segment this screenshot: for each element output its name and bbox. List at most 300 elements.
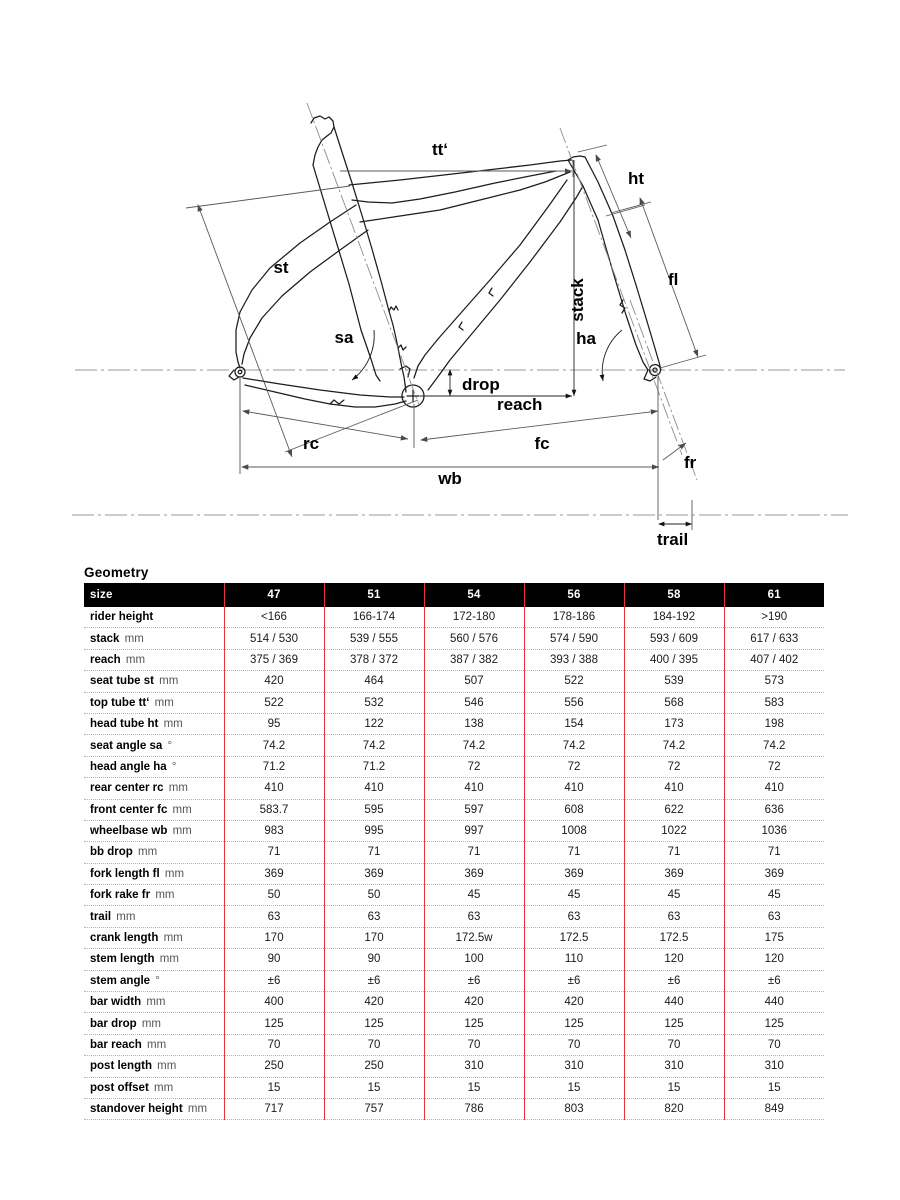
geometry-table-body <box>84 607 824 1120</box>
table-cell: 70 <box>424 1034 524 1055</box>
arc-head-angle <box>602 330 622 381</box>
row-label-code: st <box>143 675 154 688</box>
row-label-name: reach <box>90 653 121 666</box>
row-label-name: rider height <box>90 611 154 624</box>
table-cell: 568 <box>624 692 724 713</box>
table-cell: 125 <box>724 1013 824 1034</box>
table-cell: 546 <box>424 692 524 713</box>
label-seat-tube: st <box>273 258 289 277</box>
dimline-head-tube <box>596 155 631 238</box>
row-label-unit: mm <box>154 696 174 709</box>
table-cell: 63 <box>524 906 624 927</box>
table-cell: 74.2 <box>624 735 724 756</box>
table-cell: 15 <box>224 1077 324 1098</box>
ext-fl-bottom <box>660 355 706 368</box>
table-cell: 369 <box>424 863 524 884</box>
row-label-unit: mm <box>164 867 185 880</box>
table-cell: 90 <box>324 949 424 970</box>
table-cell: 820 <box>624 1098 724 1119</box>
table-cell: 539 / 555 <box>324 628 424 649</box>
frame-outline <box>229 116 661 407</box>
row-label-name: front center <box>90 803 154 816</box>
table-cell: 786 <box>424 1098 524 1119</box>
table-cell: 45 <box>724 885 824 906</box>
table-cell: 387 / 382 <box>424 649 524 670</box>
row-label <box>84 949 224 970</box>
table-cell: 178-186 <box>524 607 624 628</box>
table-cell: 717 <box>224 1098 324 1119</box>
top-tube-lower <box>360 172 570 222</box>
table-cell: >190 <box>724 607 824 628</box>
table-row <box>84 970 824 991</box>
row-label-unit: mm <box>116 910 136 923</box>
table-cell: 120 <box>724 949 824 970</box>
table-cell: 172.5 <box>624 927 724 948</box>
table-cell: 154 <box>524 713 624 734</box>
table-cell: 573 <box>724 671 824 692</box>
row-label <box>84 735 224 756</box>
table-cell: 70 <box>724 1034 824 1055</box>
row-label-unit: ° <box>167 739 173 752</box>
table-cell: 95 <box>224 713 324 734</box>
table-cell: 583 <box>724 692 824 713</box>
table-cell: 310 <box>624 1056 724 1077</box>
seatpost-head <box>311 116 334 165</box>
row-label-name: post offset <box>90 1081 149 1094</box>
row-label-code: rc <box>152 782 164 795</box>
down-tube-detail-a <box>489 288 493 296</box>
table-cell: 63 <box>324 906 424 927</box>
table-cell: 71 <box>324 842 424 863</box>
table-cell: <166 <box>224 607 324 628</box>
table-cell: ±6 <box>424 970 524 991</box>
seat-clamp-detail <box>389 306 398 311</box>
table-row <box>84 1098 824 1119</box>
table-row <box>84 820 824 841</box>
row-label-name: fork length <box>90 867 150 880</box>
table-row <box>84 671 824 692</box>
table-cell: 70 <box>224 1034 324 1055</box>
table-cell: 173 <box>624 713 724 734</box>
table-cell: 400 <box>224 992 324 1013</box>
row-label <box>84 1056 224 1077</box>
table-row <box>84 713 824 734</box>
label-trail: trail <box>657 530 689 549</box>
table-cell: 72 <box>724 756 824 777</box>
table-cell: 560 / 576 <box>424 628 524 649</box>
table-cell: 983 <box>224 820 324 841</box>
table-cell: 172-180 <box>424 607 524 628</box>
row-label-code: fr <box>141 889 151 902</box>
table-cell: 50 <box>324 885 424 906</box>
row-label-unit: mm <box>157 1060 177 1073</box>
table-cell: 70 <box>624 1034 724 1055</box>
table-cell: 622 <box>624 799 724 820</box>
table-cell: 172.5 <box>524 927 624 948</box>
row-label <box>84 820 224 841</box>
label-rear-center: rc <box>302 434 320 453</box>
table-cell: 378 / 372 <box>324 649 424 670</box>
row-label <box>84 778 224 799</box>
table-cell: 72 <box>424 756 524 777</box>
row-label-name: bar width <box>90 996 142 1009</box>
label-fork-rake: fr <box>684 453 697 472</box>
table-cell: 184-192 <box>624 607 724 628</box>
table-cell: 15 <box>524 1077 624 1098</box>
table-row <box>84 927 824 948</box>
table-cell: ±6 <box>724 970 824 991</box>
table-cell: 369 <box>224 863 324 884</box>
label-stack: stack <box>568 278 587 322</box>
label-seat-angle: sa <box>334 328 354 347</box>
rear-dropout-tab <box>229 370 239 380</box>
table-cell: 45 <box>624 885 724 906</box>
table-cell: 574 / 590 <box>524 628 624 649</box>
table-cell: 122 <box>324 713 424 734</box>
table-cell: 420 <box>324 992 424 1013</box>
table-cell: 410 <box>224 778 324 799</box>
table-cell: 410 <box>624 778 724 799</box>
axis-lines <box>72 370 848 515</box>
row-label-code: fl <box>152 867 160 880</box>
row-label <box>84 1013 224 1034</box>
table-row <box>84 1034 824 1055</box>
table-cell: 410 <box>524 778 624 799</box>
table-cell: 50 <box>224 885 324 906</box>
row-label-name: stem length <box>90 953 155 966</box>
table-cell: 71 <box>224 842 324 863</box>
row-label-code: sa <box>149 739 163 752</box>
table-cell: 369 <box>524 863 624 884</box>
table-cell: 514 / 530 <box>224 628 324 649</box>
table-row <box>84 842 824 863</box>
table-cell: 440 <box>724 992 824 1013</box>
row-label-name: trail <box>90 910 112 923</box>
table-cell: 172.5w <box>424 927 524 948</box>
table-cell: 410 <box>324 778 424 799</box>
table-cell: 617 / 633 <box>724 628 824 649</box>
down-tube-upper <box>414 180 567 378</box>
table-cell: 63 <box>224 906 324 927</box>
row-label <box>84 607 224 628</box>
row-label-unit: mm <box>125 653 146 666</box>
row-label-name: fork rake <box>90 889 139 902</box>
header-size-54: 54 <box>424 583 524 607</box>
table-row <box>84 756 824 777</box>
table-cell: 90 <box>224 949 324 970</box>
down-tube-detail-b <box>459 322 463 330</box>
row-label-unit: mm <box>163 718 183 731</box>
row-label-name: head tube <box>90 718 145 731</box>
table-row <box>84 649 824 670</box>
table-cell: 608 <box>524 799 624 820</box>
label-bb-drop: drop <box>462 375 500 394</box>
table-row <box>84 863 824 884</box>
row-label-name: stem angle <box>90 974 151 987</box>
table-cell: 400 / 395 <box>624 649 724 670</box>
table-cell: 997 <box>424 820 524 841</box>
dimline-seat-tube <box>198 205 292 457</box>
geometry-table-head <box>84 583 824 607</box>
table-cell: ±6 <box>524 970 624 991</box>
label-front-center: fc <box>534 434 550 453</box>
table-cell: 74.2 <box>724 735 824 756</box>
ext-ht-bottom <box>606 205 645 216</box>
label-reach: reach <box>497 395 543 414</box>
table-row <box>84 607 824 628</box>
table-cell: 125 <box>524 1013 624 1034</box>
table-cell: 440 <box>624 992 724 1013</box>
table-cell: 410 <box>724 778 824 799</box>
table-cell: 1036 <box>724 820 824 841</box>
table-cell: 170 <box>324 927 424 948</box>
row-label-name: seat tube <box>90 675 141 688</box>
row-label-name: wheelbase <box>90 825 149 838</box>
seat-stay-upper <box>236 205 356 330</box>
row-label-name: top tube <box>90 696 136 709</box>
table-cell: 369 <box>624 863 724 884</box>
row-label-unit: mm <box>124 632 144 645</box>
dimline-rear-center <box>243 411 408 439</box>
ext-ht-top <box>578 145 607 152</box>
label-head-angle: ha <box>576 329 596 348</box>
table-cell: 369 <box>724 863 824 884</box>
row-label-unit: mm <box>138 846 158 859</box>
table-cell: 138 <box>424 713 524 734</box>
geometry-table-wrapper <box>84 583 824 1120</box>
table-cell: 71 <box>524 842 624 863</box>
seat-stay-end <box>236 330 240 368</box>
table-cell: 849 <box>724 1098 824 1119</box>
row-label-unit: ° <box>171 760 177 773</box>
label-head-tube: ht <box>628 169 645 188</box>
table-row <box>84 1056 824 1077</box>
table-row <box>84 628 824 649</box>
header-size-58: 58 <box>624 583 724 607</box>
table-cell: 507 <box>424 671 524 692</box>
row-label-name: head angle <box>90 760 151 773</box>
table-cell: 15 <box>324 1077 424 1098</box>
header-size-47: 47 <box>224 583 324 607</box>
frame-geometry-diagram <box>0 0 900 560</box>
geometry-title: Geometry <box>84 565 149 580</box>
table-cell: 175 <box>724 927 824 948</box>
table-cell: 71 <box>624 842 724 863</box>
table-cell: 70 <box>324 1034 424 1055</box>
top-tube-inner <box>352 171 556 203</box>
table-cell: 74.2 <box>424 735 524 756</box>
row-label-unit: mm <box>155 889 175 902</box>
row-label-name: rear center <box>90 782 150 795</box>
row-label-code: fc <box>157 803 168 816</box>
row-label-name: bar reach <box>90 1039 142 1051</box>
table-cell: 120 <box>624 949 724 970</box>
row-label <box>84 1034 224 1055</box>
rear-axle <box>238 370 242 374</box>
table-cell: 369 <box>324 863 424 884</box>
row-label-name: seat angle <box>90 739 147 752</box>
table-cell: 125 <box>424 1013 524 1034</box>
table-row <box>84 799 824 820</box>
head-tube-left <box>568 160 598 220</box>
row-label <box>84 885 224 906</box>
header-size-56: 56 <box>524 583 624 607</box>
row-label <box>84 842 224 863</box>
row-label <box>84 927 224 948</box>
table-cell: 74.2 <box>224 735 324 756</box>
table-cell: 166-174 <box>324 607 424 628</box>
row-label <box>84 713 224 734</box>
table-cell: 803 <box>524 1098 624 1119</box>
table-cell: 74.2 <box>524 735 624 756</box>
row-label <box>84 906 224 927</box>
dimline-fork-rake <box>663 443 686 460</box>
label-fork-length: fl <box>668 270 679 289</box>
chain-stay-detail <box>330 400 344 404</box>
row-label <box>84 756 224 777</box>
row-label-name: crank length <box>90 932 159 945</box>
table-cell: 995 <box>324 820 424 841</box>
table-cell: 250 <box>224 1056 324 1077</box>
table-row <box>84 949 824 970</box>
table-cell: 636 <box>724 799 824 820</box>
table-cell: 310 <box>724 1056 824 1077</box>
table-cell: 71.2 <box>324 756 424 777</box>
table-cell: 420 <box>424 992 524 1013</box>
seat-tube-centerline <box>307 103 419 405</box>
row-label-unit: mm <box>187 1103 208 1116</box>
table-cell: 125 <box>324 1013 424 1034</box>
table-cell: 597 <box>424 799 524 820</box>
table-row <box>84 1013 824 1034</box>
row-label <box>84 1077 224 1098</box>
table-cell: 71 <box>424 842 524 863</box>
row-label-name: bb drop <box>90 846 133 859</box>
table-cell: ±6 <box>624 970 724 991</box>
geometry-table <box>84 583 824 1120</box>
row-label <box>84 1098 224 1119</box>
table-cell: 198 <box>724 713 824 734</box>
row-label-name: stack <box>90 632 120 645</box>
table-cell: 375 / 369 <box>224 649 324 670</box>
table-cell: 539 <box>624 671 724 692</box>
table-row <box>84 992 824 1013</box>
table-cell: 70 <box>524 1034 624 1055</box>
table-cell: 310 <box>424 1056 524 1077</box>
table-cell: 250 <box>324 1056 424 1077</box>
label-wheelbase: wb <box>438 469 462 488</box>
table-row <box>84 778 824 799</box>
row-label <box>84 649 224 670</box>
table-cell: 420 <box>224 671 324 692</box>
header-size-label: size <box>84 583 224 607</box>
table-row <box>84 1077 824 1098</box>
table-cell: 110 <box>524 949 624 970</box>
row-label <box>84 628 224 649</box>
down-tube-lower <box>428 186 583 390</box>
table-cell: 595 <box>324 799 424 820</box>
table-cell: 522 <box>524 671 624 692</box>
table-cell: ±6 <box>224 970 324 991</box>
bicycle-frame-drawing <box>0 0 900 560</box>
table-cell: 45 <box>524 885 624 906</box>
table-cell: 63 <box>724 906 824 927</box>
table-row <box>84 692 824 713</box>
header-size-51: 51 <box>324 583 424 607</box>
row-label-code: wb <box>151 825 168 838</box>
row-label-unit: mm <box>159 675 179 688</box>
row-label <box>84 671 224 692</box>
seat-tube-detail <box>398 345 406 350</box>
row-label <box>84 863 224 884</box>
row-label-unit: mm <box>168 782 188 795</box>
row-label-unit: ° <box>155 974 160 987</box>
row-label-unit: mm <box>141 1017 162 1030</box>
row-label-unit: mm <box>146 1039 167 1051</box>
table-cell: 45 <box>424 885 524 906</box>
label-top-tube: tt‘ <box>431 140 449 159</box>
table-cell: 310 <box>524 1056 624 1077</box>
table-row <box>84 885 824 906</box>
table-cell: 407 / 402 <box>724 649 824 670</box>
table-cell: 125 <box>624 1013 724 1034</box>
row-label-unit: mm <box>163 932 183 945</box>
table-cell: 74.2 <box>324 735 424 756</box>
row-label-unit: mm <box>172 825 192 838</box>
table-cell: 1022 <box>624 820 724 841</box>
row-label-unit: mm <box>153 1081 174 1094</box>
table-cell: 71.2 <box>224 756 324 777</box>
table-cell: 464 <box>324 671 424 692</box>
table-cell: 15 <box>624 1077 724 1098</box>
row-label-code: ha <box>153 760 167 773</box>
table-cell: 15 <box>724 1077 824 1098</box>
table-header-row <box>84 583 824 607</box>
table-row <box>84 735 824 756</box>
row-label-unit: mm <box>172 803 192 816</box>
header-size-61: 61 <box>724 583 824 607</box>
table-cell: 420 <box>524 992 624 1013</box>
row-label-code: tt‘ <box>138 696 150 709</box>
table-cell: 100 <box>424 949 524 970</box>
row-label-name: bar drop <box>90 1017 137 1030</box>
table-cell: 556 <box>524 692 624 713</box>
diagram-labels <box>273 140 696 549</box>
row-label <box>84 970 224 991</box>
table-cell: ±6 <box>324 970 424 991</box>
table-cell: 170 <box>224 927 324 948</box>
row-label <box>84 692 224 713</box>
top-tube-upper <box>349 160 572 185</box>
row-label-name: post length <box>90 1060 152 1073</box>
row-label <box>84 992 224 1013</box>
row-label <box>84 799 224 820</box>
row-label-code: ht <box>147 718 159 731</box>
row-label-unit: mm <box>159 953 179 966</box>
table-cell: 757 <box>324 1098 424 1119</box>
table-cell: 583.7 <box>224 799 324 820</box>
table-cell: 125 <box>224 1013 324 1034</box>
table-cell: 522 <box>224 692 324 713</box>
table-cell: 72 <box>524 756 624 777</box>
table-cell: 63 <box>424 906 524 927</box>
table-row <box>84 906 824 927</box>
table-cell: 410 <box>424 778 524 799</box>
row-label-name: standover height <box>90 1103 183 1116</box>
row-label-unit: mm <box>146 996 166 1009</box>
table-cell: 15 <box>424 1077 524 1098</box>
table-cell: 532 <box>324 692 424 713</box>
